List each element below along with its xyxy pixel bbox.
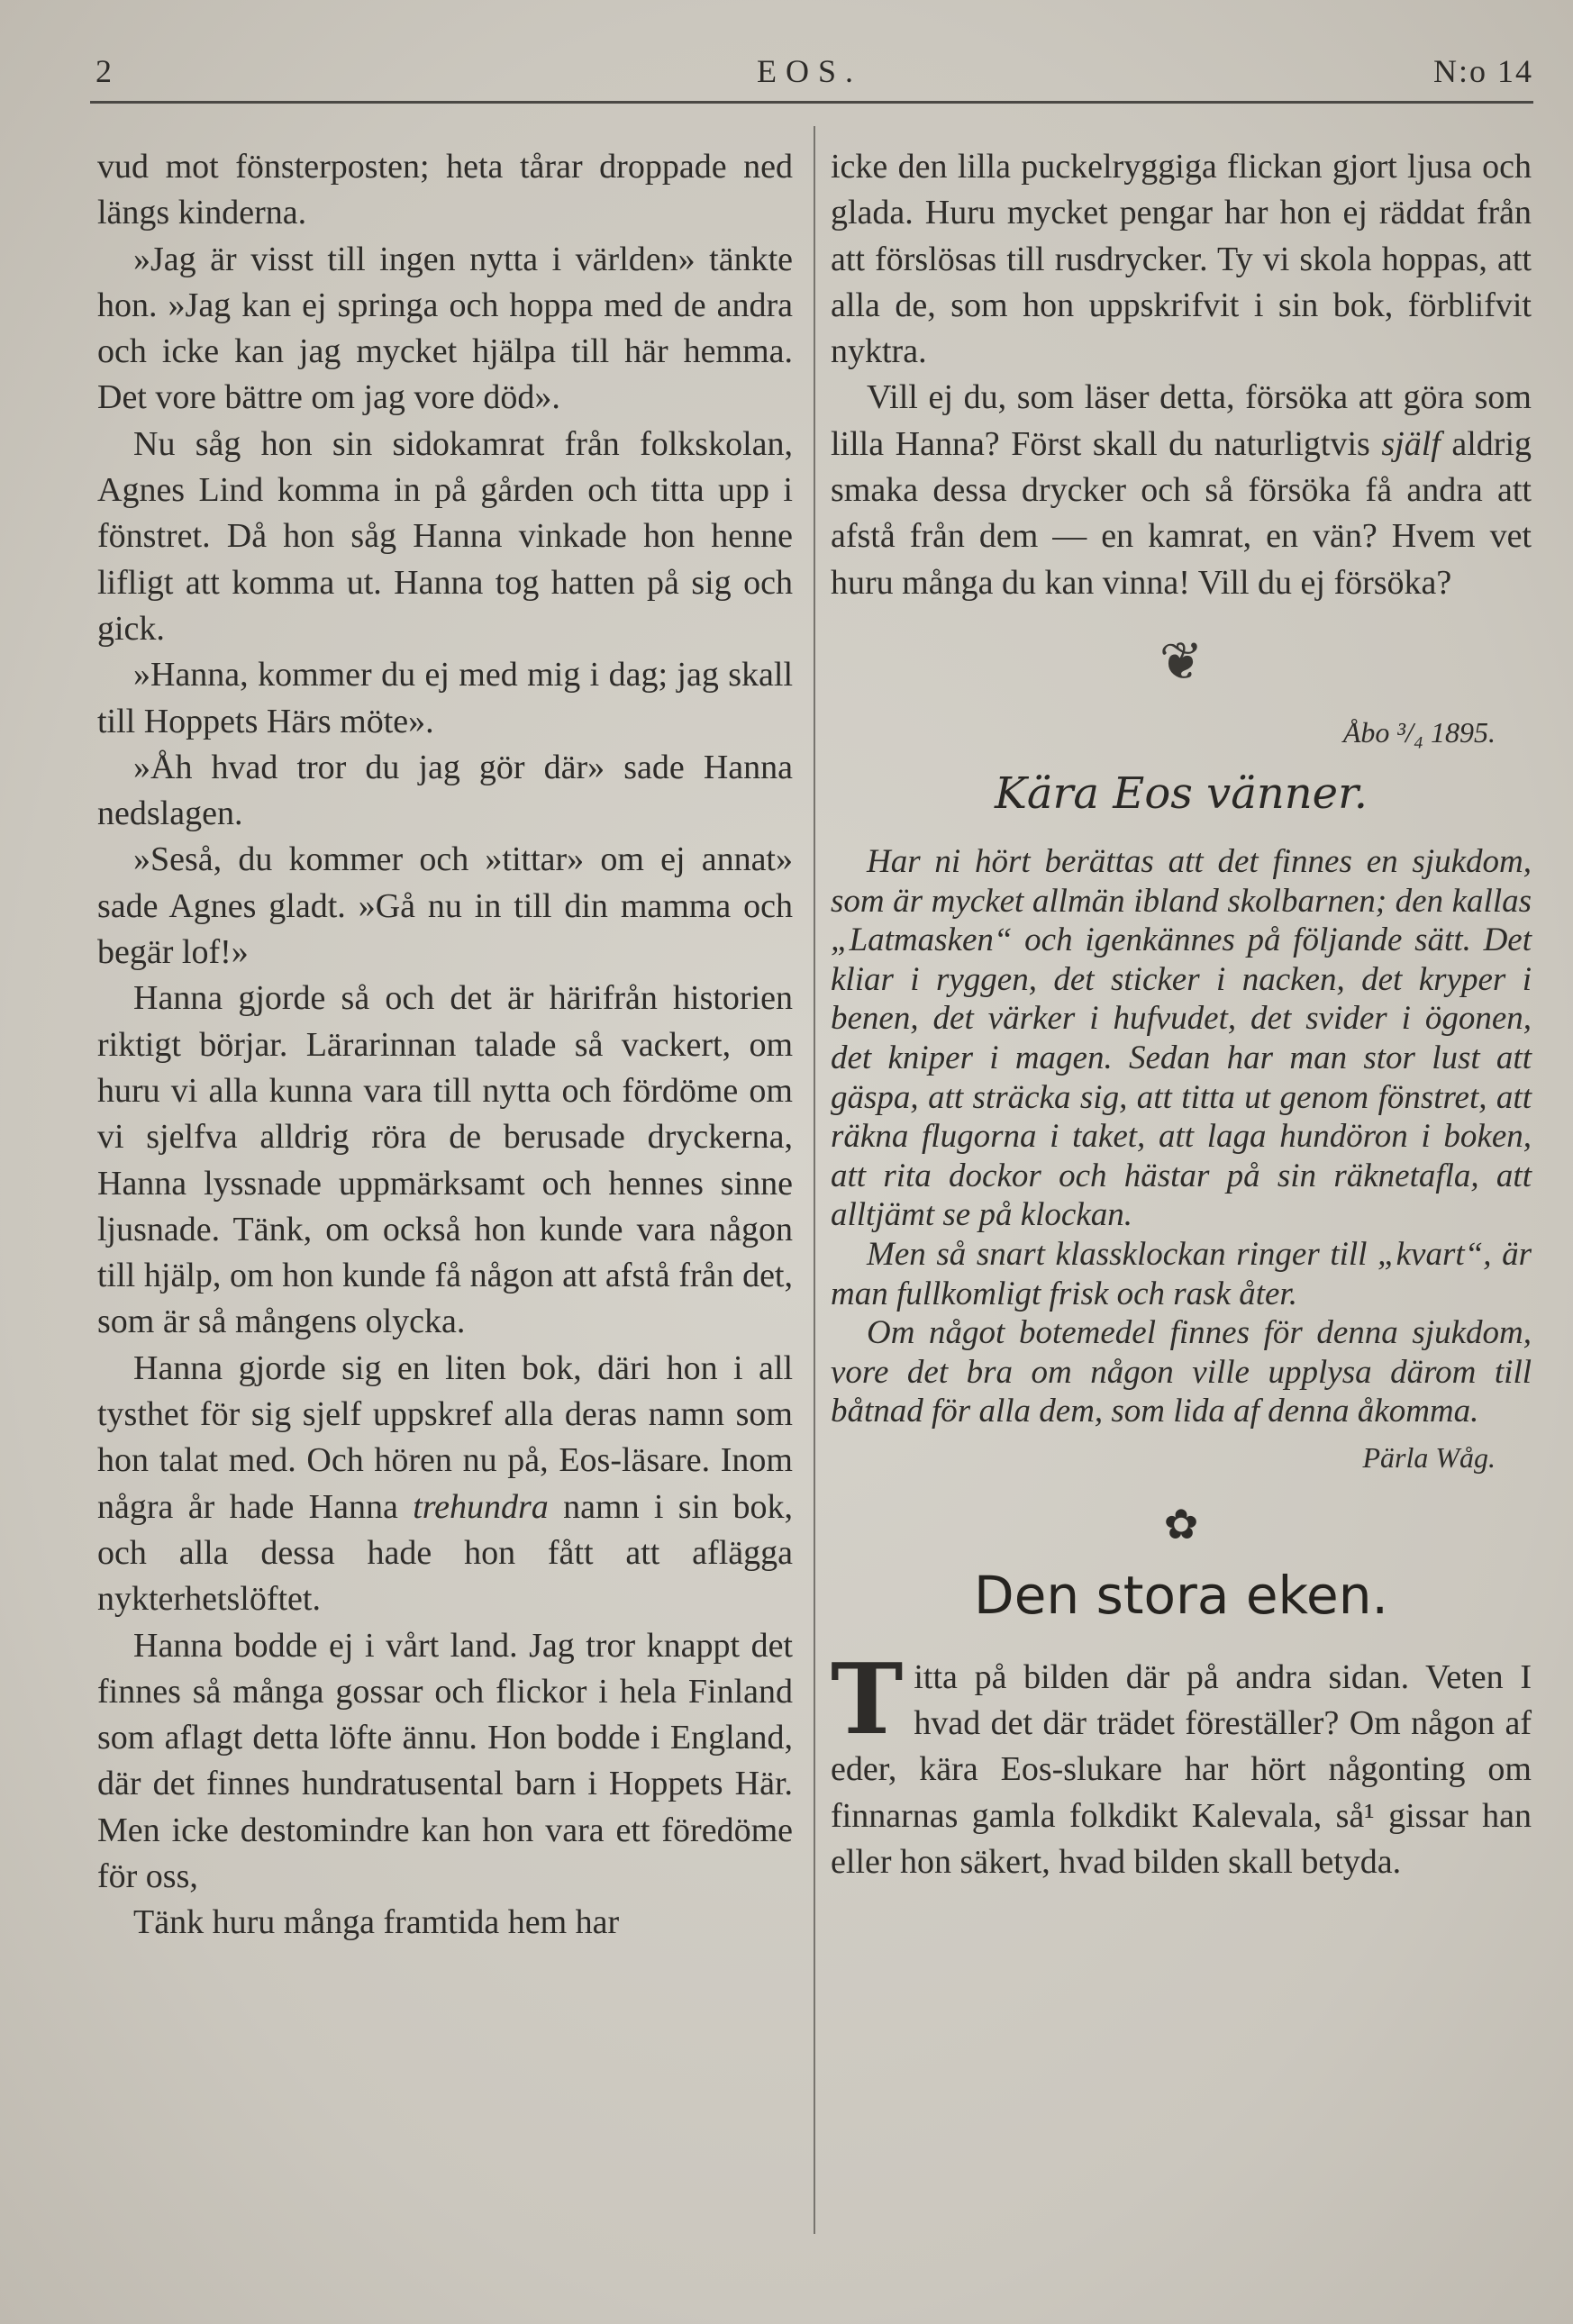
left-column bbox=[97, 144, 793, 1947]
letter-title: Kära Eos vänner. bbox=[994, 767, 1368, 819]
drop-cap: T bbox=[831, 1642, 904, 1757]
paragraph: icke den lilla puckelryggiga flickan gjort ljusa och glada. Huru mycket pengar har hon ej räddat från att förslösas till rusdrycker. Ty vi skola hoppas, att alla de, som hon uppskrifvit i sin bok, förblifvit nyktra. bbox=[831, 148, 1532, 371]
header-rule bbox=[90, 101, 1533, 104]
paragraph: Nu såg hon sin sidokamrat från folkskolan, Agnes Lind komma in på gården och titta upp i fönstret. Då hon såg Hanna vinkade hon henne lifligt att komma ut. Hanna tog hatten på sig och gick. bbox=[97, 424, 793, 648]
paragraph bbox=[831, 375, 1532, 605]
text-run: Vill ej du, som läser detta, försöka att göra som lilla Hanna? Först skall du naturligtvis bbox=[831, 378, 1532, 463]
paragraph: vud mot fönsterposten; heta tårar droppade ned längs kinderna. bbox=[97, 148, 793, 232]
emphasis: själf bbox=[1381, 424, 1441, 463]
story-title: Den stora eken. bbox=[974, 1564, 1388, 1626]
paragraph: »Seså, du kommer och »tittar» om ej annat» sade Agnes gladt. »Gå nu in till din mamma och begär lof!» bbox=[97, 840, 793, 972]
paragraph: Hanna bodde ej i vårt land. Jag tror knappt det finnes så många gossar och flickor i hela Finland som aflagt detta löfte ännu. Hon bodde i England, där det finnes hundratusental barn i Hoppets Här. Men icke destomindre kan hon vara ett föredöme för oss, bbox=[97, 1626, 793, 1895]
paragraph: Men så snart klassklockan ringer till „kvart“, är man fullkomligt frisk och rask åter. bbox=[831, 1235, 1532, 1312]
emphasis: trehundra bbox=[413, 1487, 549, 1526]
column-divider bbox=[814, 126, 815, 2234]
paragraph bbox=[97, 1346, 793, 1623]
paragraph: Tänk huru många framtida hem har bbox=[133, 1903, 620, 1942]
page-number: 2 bbox=[95, 53, 114, 89]
text-run: itta på bilden där på andra sidan. Veten I hvad det där trädet föreställer? Om någon af eder, kära Eos-slukare har hört någonting om finnarnas gamla folkdikt Kalevala, så¹ gissar han eller hon säkert, hvad bilden skall betyda. bbox=[831, 1657, 1532, 1882]
letter-body bbox=[831, 842, 1532, 1431]
text-run: namn i sin bok, och alla dessa hade hon fått att aflägga nykterhetslöftet. bbox=[97, 1487, 793, 1619]
flower-ornament-icon: ✿ bbox=[1163, 1501, 1199, 1548]
text-run: aldrig smaka dessa drycker och så försöka få andra att afstå från dem — en kamrat, en vän? Hvem vet huru många du kan vinna! Vill du ej försöka? bbox=[831, 424, 1532, 602]
text-run: Hanna gjorde sig en liten bok, däri hon i all tysthet för sig sjelf uppskref alla deras namn som hon talat med. Och hören nu på, Eos-läsare. Inom några år hade Hanna bbox=[97, 1348, 793, 1526]
eagle-ornament-icon: ❦ bbox=[1159, 631, 1204, 691]
issue-number: N:o 14 bbox=[1433, 53, 1533, 89]
paragraph bbox=[831, 1642, 1532, 1885]
paragraph: »Hanna, kommer du ej med mig i dag; jag skall till Hoppets Härs möte». bbox=[97, 656, 793, 740]
paragraph: »Åh hvad tror du jag gör där» sade Hanna nedslagen. bbox=[97, 748, 793, 833]
publication-title: EOS. bbox=[757, 53, 863, 89]
page-header bbox=[90, 52, 1533, 106]
paragraph: »Jag är visst till ingen nytta i världen» tänkte hon. »Jag kan ej springa och hoppa med de andra och icke kan jag mycket hjälpa till här hemma. Det vore bättre om jag vore död». bbox=[97, 240, 793, 417]
letter-dateline: Åbo ³/₄ 1895. bbox=[1342, 715, 1496, 749]
paragraph: Har ni hört berättas att det finnes en sjukdom, som är mycket allmän ibland skolbarnen; den kallas „Latmasken“ och igenkännes på följande sätt. Det kliar i ryggen, det sticker i nacken, det kryper i benen, det värker i hufvudet, det svider i ögonen, det kniper i magen. Sedan har man stor lust att gäspa, att sträcka sig, att titta ut genom fönstret, att räkna flugorna i taket, att laga hundöron i boken, att rita dockor och hästar på sin räknetafla, att alltjämt se på klockan. bbox=[831, 842, 1532, 1234]
letter-signature: Pärla Wåg. bbox=[1362, 1440, 1496, 1474]
paragraph: Hanna gjorde så och det är härifrån historien riktigt börjar. Lärarinnan talade så vackert, om huru vi alla kunna vara till nytta och fördöme om vi sjelfva alldrig röra de berusade dryckerna, Hanna lyssnade uppmärksamt och hennes sinne ljusnade. Tänk, om också hon kunde vara någon till hjälp, om hon kunde få någon att afstå från det, som är så mångens olycka. bbox=[97, 979, 793, 1341]
right-column bbox=[831, 144, 1532, 1885]
paragraph: Om något botemedel finnes för denna sjukdom, vore det bra om någon ville upplysa därom till båtnad för alla dem, som lida af denna åkomma. bbox=[831, 1314, 1532, 1430]
